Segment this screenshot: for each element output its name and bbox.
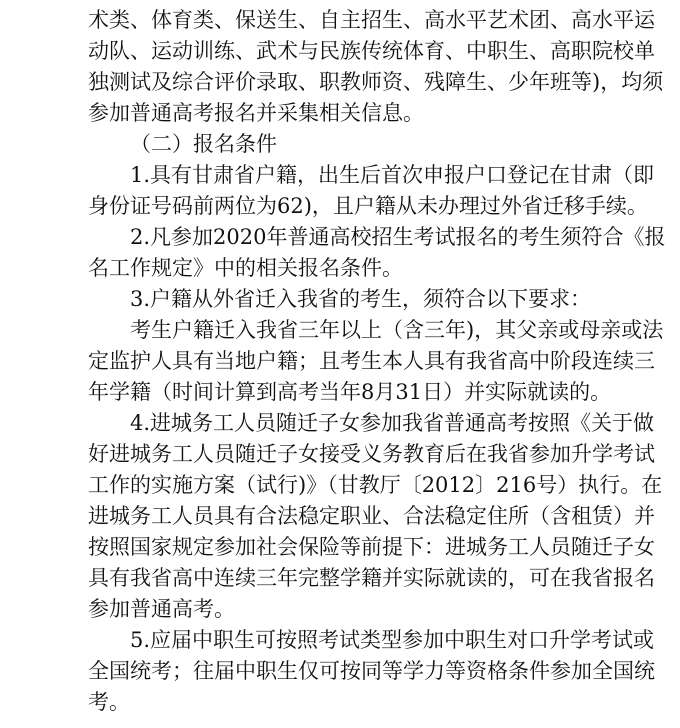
text-line: 动队、运动训练、武术与民族传统体育、中职生、高职院校单 — [88, 39, 655, 63]
text-line: 考生户籍迁入我省三年以上（含三年)，其父亲或母亲或法 — [130, 318, 664, 342]
text-line: 4.进城务工人员随迁子女参加我省普通高考按照《关于做 — [130, 411, 655, 435]
text-line: 1.具有甘肃省户籍，出生后首次申报户口登记在甘肃（即 — [130, 163, 655, 187]
text-line: 全国统考；往届中职生仅可按同等学力等资格条件参加全国统 — [88, 659, 655, 683]
text-line: 3.户籍从外省迁入我省的考生，须符合以下要求： — [130, 287, 592, 311]
text-line: 好进城务工人员随迁子女接受义务教育后在我省参加升学考试 — [88, 442, 655, 466]
text-line: 独测试及综合评价录取、职教师资、残障生、少年班等)，均须 — [88, 70, 664, 94]
text-line: 具有我省高中连续三年完整学籍并实际就读的，可在我省报名 — [88, 566, 655, 590]
text-line: 身份证号码前两位为62)，且户籍从未办理过外省迁移手续。 — [88, 194, 648, 218]
text-line: 定监护人具有当地户籍；且考生本人具有我省高中阶段连续三 — [88, 349, 655, 373]
text-line: 2.凡参加2020年普通高校招生考试报名的考生须符合《报 — [130, 225, 666, 249]
text-line: 考。 — [88, 690, 130, 714]
text-line: 术类、体育类、保送生、自主招生、高水平艺术团、高水平运 — [88, 8, 655, 32]
text-line: 年学籍（时间计算到高考当年8月31日）并实际就读的。 — [88, 380, 612, 404]
text-line: 参加普通高考报名并采集相关信息。 — [88, 101, 424, 125]
text-line: 名工作规定》中的相关报名条件。 — [88, 256, 403, 280]
section-heading: （二）报名条件 — [130, 132, 277, 156]
text-line: 进城务工人员具有合法稳定职业、合法稳定住所（含租赁）并 — [88, 504, 655, 528]
text-line: 按照国家规定参加社会保险等前提下：进城务工人员随迁子女 — [88, 535, 655, 559]
text-line: 参加普通高考。 — [88, 597, 235, 621]
text-line: 5.应届中职生可按照考试类型参加中职生对口升学考试或 — [130, 628, 655, 652]
text-line: 工作的实施方案（试行)》（甘教厅〔2012〕216号）执行。在 — [88, 473, 663, 497]
